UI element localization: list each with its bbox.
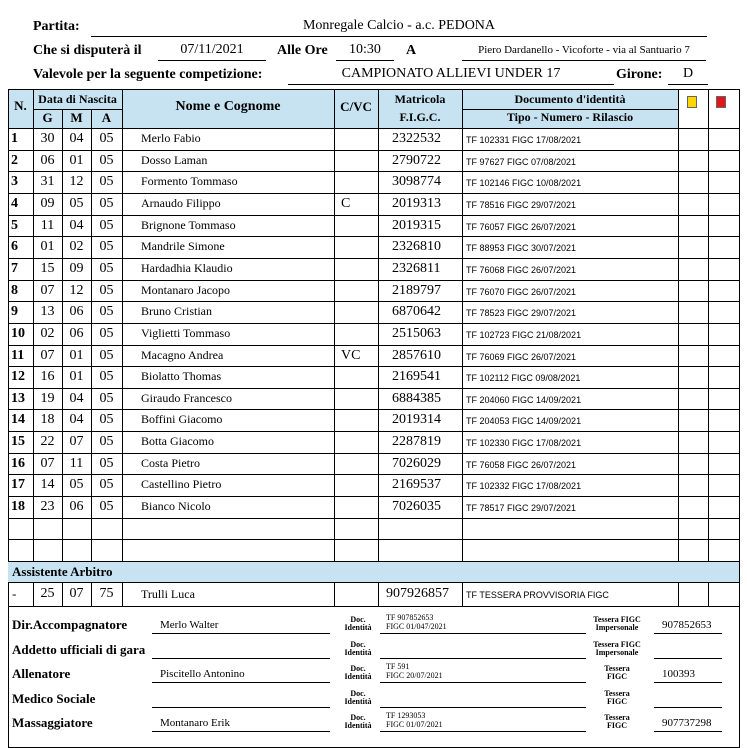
staff-doc-line2: FIGC 01/047/2021 — [386, 622, 447, 631]
col-g: G — [42, 110, 53, 125]
player-matricola: 3098774 — [392, 174, 441, 190]
staff-tess-label: Tessera — [604, 688, 630, 698]
col-name: Nome e Cognome — [175, 99, 281, 114]
player-birth-year: 05 — [99, 195, 114, 211]
staff-tess-label2: FIGC — [607, 672, 627, 681]
player-birth-year: 05 — [99, 412, 114, 428]
player-matricola: 6870642 — [392, 304, 441, 320]
staff-tessera: 907737298 — [662, 717, 712, 729]
staff-tess-label2: FIGC — [607, 721, 627, 730]
player-matricola: 2326810 — [392, 239, 441, 255]
staff-doc-label: Doc. — [350, 664, 366, 673]
staff-doc-line1: TF 591 — [386, 662, 410, 671]
player-document: TF 102332 FIGC 17/08/2021 — [466, 481, 582, 492]
player-birth-month: 05 — [69, 477, 84, 493]
col-n: N. — [14, 98, 27, 113]
staff-name: Merlo Walter — [160, 619, 219, 631]
player-document: TF 76068 FIGC 26/07/2021 — [466, 264, 577, 275]
staff-doc-label: Doc. — [350, 615, 366, 624]
staff-doc-line2: FIGC 01/07/2021 — [386, 720, 443, 729]
player-document: TF 97627 FIGC 07/08/2021 — [466, 156, 577, 167]
player-birth-day: 11 — [40, 217, 55, 233]
player-birth-day: 14 — [40, 477, 55, 493]
player-number: 8 — [11, 282, 18, 298]
staff-tessera: 100393 — [662, 668, 695, 680]
player-birth-day: 31 — [40, 174, 55, 190]
col-cvc: C/VC — [340, 99, 372, 114]
player-birth-month: 04 — [69, 131, 84, 146]
played-label: Che si disputerà il — [33, 43, 142, 58]
player-number: 11 — [11, 347, 25, 363]
player-number: 14 — [11, 412, 25, 428]
staff-tess-label: Tessera FIGC — [593, 639, 641, 649]
player-role: VC — [341, 347, 361, 363]
player-number: 6 — [11, 239, 18, 255]
player-document: TF 102146 FIGC 10/08/2021 — [466, 178, 582, 189]
staff-role: Addetto ufficiali di gara — [12, 641, 146, 657]
player-name: Bianco Nicolo — [141, 499, 211, 514]
player-number: 2 — [11, 152, 18, 168]
player-number: 1 — [11, 131, 18, 146]
staff-doc-label2: Identità — [344, 623, 372, 632]
red-card-icon — [716, 96, 726, 108]
player-document: TF 76069 FIGC 26/07/2021 — [466, 351, 577, 362]
player-birth-month: 06 — [69, 499, 84, 515]
player-birth-year: 05 — [99, 174, 114, 190]
player-name: Arnaudo Filippo — [141, 195, 221, 210]
assistant-name: Trulli Luca — [141, 587, 195, 601]
player-matricola: 2790722 — [392, 152, 441, 168]
player-number: 9 — [11, 304, 18, 320]
player-birth-day: 01 — [40, 239, 55, 255]
player-birth-month: 04 — [69, 390, 84, 406]
player-birth-day: 15 — [40, 260, 55, 276]
player-document: TF 204053 FIGC 14/09/2021 — [466, 416, 582, 427]
player-number: 5 — [11, 217, 18, 233]
player-birth-day: 22 — [40, 434, 55, 450]
assistant-g: 25 — [40, 586, 55, 601]
player-name: Viglietti Tommaso — [141, 325, 231, 340]
player-matricola: 2019315 — [392, 217, 441, 233]
player-matricola: 2169541 — [392, 369, 441, 385]
player-birth-day: 07 — [40, 347, 55, 363]
staff-tess-label: Tessera — [604, 713, 630, 722]
match-time: 10:30 — [336, 42, 394, 61]
player-birth-day: 19 — [40, 390, 55, 406]
assistant-n: - — [12, 586, 17, 601]
player-birth-year: 05 — [99, 477, 114, 493]
player-birth-month: 11 — [69, 455, 84, 471]
staff-doc-label2: Identità — [344, 672, 372, 681]
player-birth-year: 05 — [99, 239, 114, 255]
staff-doc-line1: TF 1293053 — [386, 711, 426, 720]
col-document: Documento d'identità — [514, 92, 626, 106]
player-birth-day: 02 — [40, 325, 55, 341]
player-birth-year: 05 — [99, 152, 114, 168]
player-matricola: 2189797 — [392, 282, 441, 298]
player-matricola: 2169537 — [392, 477, 441, 493]
player-document: TF 88953 FIGC 30/07/2021 — [466, 243, 577, 254]
staff-tess-label2: Impersonale — [595, 647, 639, 657]
player-birth-year: 05 — [99, 217, 114, 233]
player-matricola: 2322532 — [392, 131, 441, 146]
player-birth-year: 05 — [99, 369, 114, 385]
player-birth-month: 07 — [69, 434, 84, 450]
time-label: Alle Ore — [277, 43, 328, 58]
player-birth-month: 04 — [69, 217, 84, 233]
col-document-sub: Tipo - Numero - Rilascio — [506, 110, 634, 124]
staff-role: Allenatore — [12, 666, 71, 681]
player-number: 7 — [11, 260, 18, 276]
staff-tess-label2: FIGC — [607, 696, 627, 706]
player-number: 3 — [11, 174, 18, 190]
player-birth-day: 13 — [40, 304, 55, 320]
player-document: TF 102723 FIGC 21/08/2021 — [466, 329, 582, 340]
player-name: Castellino Pietro — [141, 477, 222, 492]
player-name: Boffini Giacomo — [141, 412, 223, 427]
player-document: TF 78516 FIGC 29/07/2021 — [466, 199, 577, 210]
player-document: TF 78523 FIGC 29/07/2021 — [466, 308, 577, 319]
player-birth-day: 06 — [40, 152, 55, 168]
player-birth-year: 05 — [99, 347, 114, 363]
staff-name: Piscitello Antonino — [160, 668, 245, 680]
player-birth-month: 06 — [69, 325, 84, 341]
player-birth-day: 09 — [40, 195, 55, 211]
player-birth-year: 05 — [99, 434, 114, 450]
player-matricola: 6884385 — [392, 390, 441, 406]
col-dob: Data di Nascita — [38, 92, 117, 106]
group: D — [668, 66, 708, 85]
staff-tessera: 907852653 — [662, 619, 712, 631]
player-name: Brignone Tommaso — [141, 217, 236, 232]
staff-doc-label: Doc. — [350, 713, 366, 722]
player-name: Bruno Cristian — [141, 304, 212, 319]
player-document: TF 204060 FIGC 14/09/2021 — [466, 394, 582, 405]
player-birth-month: 09 — [69, 260, 84, 276]
player-birth-day: 30 — [40, 131, 55, 146]
player-birth-year: 05 — [99, 260, 114, 276]
staff-doc-label: Doc. — [350, 688, 366, 698]
player-document: TF 78517 FIGC 29/07/2021 — [466, 503, 577, 514]
player-birth-month: 01 — [69, 152, 84, 168]
staff-doc-label2: Identità — [344, 696, 372, 706]
player-role: C — [341, 195, 351, 211]
col-a: A — [101, 110, 112, 125]
player-name: Costa Pietro — [141, 455, 200, 470]
staff-tess-label: Tessera FIGC — [593, 615, 641, 624]
player-birth-year: 05 — [99, 304, 114, 320]
player-name: Merlo Fabio — [141, 131, 201, 145]
player-birth-year: 05 — [99, 325, 114, 341]
staff-doc-label2: Identità — [344, 647, 372, 657]
col-matricola: Matricola — [394, 92, 446, 106]
player-matricola: 7026029 — [392, 455, 441, 471]
player-birth-year: 05 — [99, 131, 114, 146]
player-matricola: 2287819 — [392, 434, 441, 450]
player-birth-year: 05 — [99, 455, 114, 471]
player-document: TF 76070 FIGC 26/07/2021 — [466, 286, 577, 297]
player-number: 18 — [11, 499, 25, 515]
player-birth-month: 01 — [69, 347, 84, 363]
staff-doc-label2: Identità — [344, 721, 372, 730]
player-matricola: 2019313 — [392, 195, 441, 211]
player-document: TF 76057 FIGC 26/07/2021 — [466, 221, 577, 232]
player-number: 12 — [11, 369, 25, 385]
player-birth-day: 18 — [40, 412, 55, 428]
assistant-m: 07 — [69, 586, 84, 601]
player-birth-month: 06 — [69, 304, 84, 320]
player-birth-month: 05 — [69, 195, 84, 211]
player-birth-month: 01 — [69, 369, 84, 385]
player-document: TF 102112 FIGC 09/08/2021 — [466, 373, 581, 384]
player-name: Mandrile Simone — [141, 239, 225, 254]
venue: Piero Dardanello - Vicoforte - via al Santuario 7 — [462, 42, 706, 61]
player-document: TF 102331 FIGC 17/08/2021 — [466, 135, 582, 145]
player-number: 10 — [11, 325, 25, 341]
group-label: Girone: — [616, 67, 663, 82]
staff-role: Dir.Accompagnatore — [12, 617, 128, 632]
player-birth-day: 07 — [40, 282, 55, 298]
player-number: 13 — [11, 390, 25, 406]
staff-name: Montanaro Erik — [160, 717, 230, 729]
competition: CAMPIONATO ALLIEVI UNDER 17 — [288, 66, 614, 85]
player-birth-day: 16 — [40, 369, 55, 385]
player-matricola: 2326811 — [392, 260, 441, 276]
staff-doc-line1: TF 907852653 — [386, 613, 434, 622]
staff-role: Medico Sociale — [12, 690, 96, 706]
player-number: 17 — [11, 477, 25, 493]
match-value: Monregale Calcio - a.c. PEDONA — [91, 18, 707, 37]
player-number: 4 — [11, 195, 18, 211]
player-name: Botta Giacomo — [141, 434, 214, 449]
assistant-label: Assistente Arbitro — [12, 564, 113, 579]
match-label: Partita: — [33, 19, 80, 34]
player-matricola: 2019314 — [392, 412, 441, 428]
player-name: Hardadhia Klaudio — [141, 260, 233, 275]
at-label: A — [406, 43, 417, 58]
player-birth-month: 02 — [69, 239, 84, 255]
player-birth-month: 04 — [69, 412, 84, 428]
player-name: Giraudo Francesco — [141, 390, 232, 405]
player-number: 15 — [11, 434, 25, 450]
player-name: Dosso Laman — [141, 152, 208, 167]
staff-doc-line2: FIGC 20/07/2021 — [386, 671, 443, 680]
yellow-card-icon — [687, 96, 697, 108]
player-matricola: 2857610 — [392, 347, 441, 363]
player-birth-day: 23 — [40, 499, 55, 515]
player-birth-month: 12 — [69, 174, 84, 190]
col-m: M — [70, 110, 83, 125]
player-birth-year: 05 — [99, 390, 114, 406]
player-document: TF 76058 FIGC 26/07/2021 — [466, 459, 577, 470]
player-document: TF 102330 FIGC 17/08/2021 — [466, 438, 582, 449]
competition-label: Valevole per la seguente competizione: — [33, 67, 263, 82]
staff-role: Massaggiatore — [12, 715, 93, 730]
match-date: 07/11/2021 — [158, 42, 266, 61]
player-name: Macagno Andrea — [141, 347, 224, 362]
player-birth-year: 05 — [99, 282, 114, 298]
player-birth-year: 05 — [99, 499, 114, 515]
staff-tess-label2: Impersonale — [595, 623, 639, 632]
staff-doc-label: Doc. — [350, 639, 366, 649]
player-matricola: 7026035 — [392, 499, 441, 515]
player-matricola: 2515063 — [392, 325, 441, 341]
player-birth-day: 07 — [40, 455, 55, 471]
assistant-matricola: 907926857 — [386, 586, 449, 601]
player-name: Biolatto Thomas — [141, 369, 222, 384]
player-name: Montanaro Jacopo — [141, 282, 230, 297]
assistant-a: 75 — [99, 586, 114, 601]
player-number: 16 — [11, 455, 25, 471]
assistant-document: TF TESSERA PROVVISORIA FIGC — [466, 590, 609, 600]
player-birth-month: 12 — [69, 282, 84, 298]
col-figc: F.I.G.C. — [399, 110, 441, 124]
player-name: Formento Tommaso — [141, 174, 238, 189]
staff-tess-label: Tessera — [604, 664, 630, 673]
